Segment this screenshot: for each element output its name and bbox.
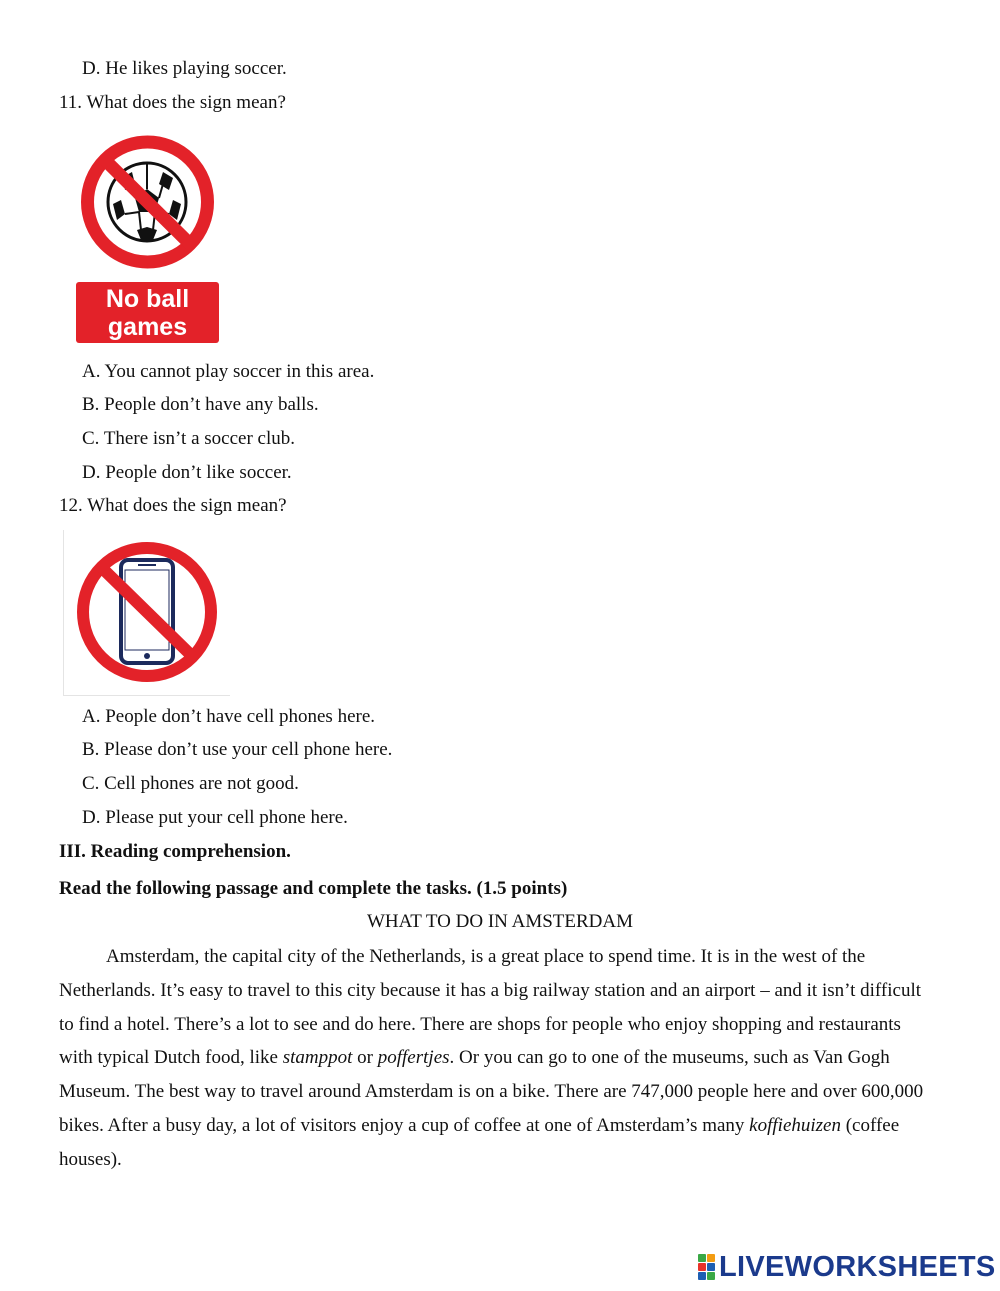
passage-paragraph bbox=[59, 940, 939, 1177]
q12-option-b: B. Please don’t use your cell phone here. bbox=[82, 739, 393, 760]
q11-option-c: C. There isn’t a soccer club. bbox=[82, 428, 295, 449]
passage-italic-stamppot: stamppot bbox=[282, 1047, 353, 1069]
no-ball-games-sign bbox=[75, 132, 220, 344]
passage-text-4: (coffee houses). bbox=[59, 1114, 900, 1170]
q11-option-b: B. People don’t have any balls. bbox=[82, 394, 319, 415]
logo-text-live: LIVE bbox=[719, 1250, 785, 1283]
q12-option-a: A. People don’t have cell phones here. bbox=[82, 706, 376, 727]
no-ball-icon bbox=[75, 132, 220, 277]
section-heading: III. Reading comprehension. bbox=[59, 841, 291, 862]
passage-italic-poffertjes: poffertjes bbox=[377, 1047, 450, 1069]
passage-text-3: . Or you can go to one of the museums, such as Van Gogh Museum. The best way to travel around Amsterdam is on a bike. There are 747,000 people here and over 600,000 bikes. After a busy day, a lot of visitors enjoy a cup of coffee at one of Amsterdam’s many bbox=[59, 1047, 924, 1136]
q11-option-a: A. You cannot play soccer in this area. bbox=[82, 361, 375, 382]
no-ball-games-label bbox=[76, 282, 219, 343]
q12-option-d: D. Please put your cell phone here. bbox=[82, 807, 348, 828]
passage-text-2: or bbox=[352, 1047, 378, 1069]
q11-question: 11. What does the sign mean? bbox=[59, 92, 286, 113]
passage-text-1: Amsterdam, the capital city of the Netherlands, is a great place to spend time. It is in the west of the Netherlands. It’s easy to travel to this city because it has a big railway station and an airport – and it isn’t difficult to find a hotel. There’s a lot to see and do here. There are shops for people who enjoy shopping and restaurants with typical Dutch food, like bbox=[59, 946, 921, 1069]
sign-label-line1: No ball bbox=[105, 284, 190, 313]
liveworksheets-logo bbox=[698, 1250, 996, 1284]
q12-question: 12. What does the sign mean? bbox=[59, 495, 287, 516]
reading-passage bbox=[59, 940, 939, 1177]
q10-option-d: D. He likes playing soccer. bbox=[82, 58, 287, 79]
logo-text-worksheets: WORKSHEETS bbox=[784, 1250, 996, 1283]
no-phone-sign bbox=[63, 530, 230, 696]
logo-blocks-icon bbox=[698, 1254, 715, 1280]
passage-title: WHAT TO DO IN AMSTERDAM bbox=[366, 911, 634, 932]
q11-option-d: D. People don’t like soccer. bbox=[82, 462, 292, 483]
q12-option-c: C. Cell phones are not good. bbox=[82, 773, 299, 794]
section-instruction: Read the following passage and complete the tasks. (1.5 points) bbox=[59, 878, 568, 899]
no-phone-icon bbox=[64, 530, 230, 695]
passage-italic-koffiehuizen: koffiehuizen bbox=[749, 1114, 841, 1136]
sign-label-line2: games bbox=[107, 312, 188, 341]
